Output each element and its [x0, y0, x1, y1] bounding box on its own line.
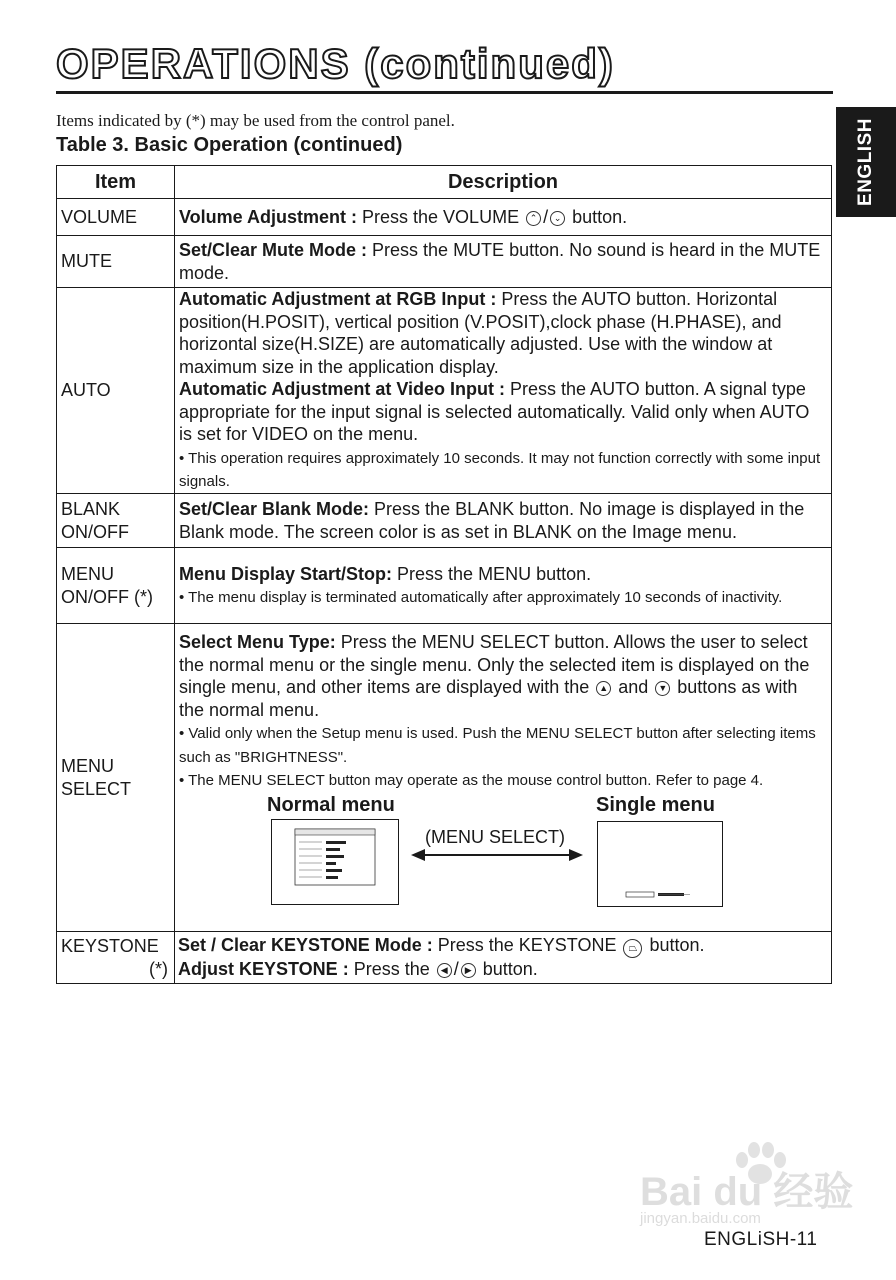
menu-select-label: Select Menu Type: — [179, 632, 336, 653]
table-row-blank — [57, 494, 832, 548]
table-title: Table 3. Basic Operation (continued) — [56, 134, 403, 156]
language-tab-label: ENGLISH — [855, 118, 876, 206]
header-item: Item — [57, 166, 175, 199]
table-row-menu-onoff — [57, 548, 832, 624]
item-keystone-line2: (*) — [149, 958, 168, 979]
title-rule — [56, 91, 833, 94]
volume-up-icon: ⌃ — [526, 211, 541, 226]
table-row-auto — [57, 288, 832, 494]
mute-text: Press the MUTE button. No sound is heard in the MUTE mode. — [179, 240, 821, 283]
normal-menu-label: Normal menu — [267, 793, 395, 816]
desc-mute — [175, 236, 832, 288]
single-menu-screen — [597, 821, 723, 907]
auto-video-label: Automatic Adjustment at Video Input : — [179, 379, 506, 400]
item-keystone — [57, 932, 175, 984]
single-menu-thumbnail — [598, 822, 722, 906]
desc-blank — [175, 494, 832, 548]
item-auto: AUTO — [57, 288, 175, 494]
item-menu-select-line1: MENU — [61, 756, 114, 776]
keystone-button-icon: ⏢ — [623, 939, 642, 958]
menu-select-figure — [179, 794, 827, 924]
item-keystone-line1: KEYSTONE — [61, 936, 159, 956]
header-description: Description — [175, 166, 832, 199]
menu-select-note1: • Valid only when the Setup menu is used. Push the MENU SELECT button after selecting items such as "BRIGHTNESS". — [179, 725, 816, 766]
control-panel-note: Items indicated by (*) may be used from the control panel. — [56, 111, 455, 130]
basic-operation-table — [56, 165, 832, 984]
desc-volume — [175, 199, 832, 236]
page-title: OPERATIONS (continued) — [56, 40, 615, 87]
blank-label: Set/Clear Blank Mode: — [179, 499, 370, 519]
keystone-set-label: Set / Clear KEYSTONE Mode : — [178, 935, 433, 956]
volume-sep: / — [543, 206, 549, 227]
item-blank-line1: BLANK — [61, 499, 121, 519]
normal-menu-thumbnail — [272, 820, 398, 904]
item-mute: MUTE — [57, 236, 175, 288]
menu-select-text-a: Press the MENU SELECT button. Allows the user to select the normal menu or the single menu. Only the selected item is displayed on the single menu, and other items are displayed with the — [179, 632, 810, 698]
up-button-icon: ▲ — [596, 681, 611, 696]
volume-down-icon: ⌄ — [550, 211, 565, 226]
table-row-volume — [57, 199, 832, 236]
item-volume: VOLUME — [57, 199, 175, 236]
auto-video-text: Press the AUTO button. A signal type appropriate for the input signal is selected automatically. Valid only when AUTO is set for VIDEO on the menu. — [179, 379, 810, 445]
item-menu-onoff-line2: ON/OFF (*) — [61, 586, 153, 607]
desc-auto — [175, 288, 832, 494]
down-button-icon: ▼ — [655, 681, 670, 696]
mute-label: Set/Clear Mute Mode : — [179, 240, 368, 260]
right-button-icon: ▶ — [461, 963, 476, 978]
keystone-adjust-text-a: Press the — [348, 959, 435, 980]
volume-text-b: button. — [567, 206, 628, 227]
auto-note: • This operation requires approximately 10 seconds. It may not function correctly with some input signals. — [179, 449, 821, 491]
table-row-menu-select — [57, 624, 832, 932]
single-menu-label: Single menu — [596, 793, 715, 816]
menu-onoff-text: Press the MENU button. — [392, 563, 592, 584]
keystone-adjust-text-b: button. — [477, 959, 538, 980]
item-blank-line2: ON/OFF — [61, 521, 129, 542]
table-header-row — [57, 166, 832, 199]
keystone-set-text: Press the KEYSTONE — [432, 935, 622, 956]
watermark-url: jingyan.baidu.com — [640, 1210, 761, 1227]
baidu-watermark — [640, 1140, 854, 1230]
menu-select-text-c: buttons as with the normal menu. — [179, 677, 798, 720]
desc-menu-onoff — [175, 548, 832, 624]
item-menu-onoff — [57, 548, 175, 624]
language-tab — [836, 107, 896, 217]
keystone-adjust-label: Adjust KEYSTONE : — [178, 959, 349, 980]
menu-select-text-b: and — [613, 677, 654, 698]
item-menu-select-line2: SELECT — [61, 778, 132, 799]
normal-menu-screen — [271, 819, 399, 905]
table-row-keystone — [57, 932, 832, 984]
desc-keystone — [175, 932, 832, 984]
desc-menu-select — [175, 624, 832, 932]
blank-text: Press the BLANK button. No image is displayed in the Blank mode. The screen color is as set in BLANK on the Image menu. — [179, 499, 805, 542]
auto-rgb-text: Press the AUTO button. Horizontal position(H.POSIT), vertical position (V.POSIT),clock phase (H.PHASE), and horizontal size(H.SIZE) are automatically adjusted. Use with the window at maximum size in the application display. — [179, 289, 782, 377]
menu-onoff-label: Menu Display Start/Stop: — [179, 563, 393, 584]
volume-text-a: Press the VOLUME — [357, 206, 525, 227]
menu-select-caption: (MENU SELECT) — [425, 826, 566, 847]
item-menu-onoff-line1: MENU — [61, 564, 114, 584]
left-button-icon: ◀ — [437, 963, 452, 978]
item-menu-select — [57, 624, 175, 932]
watermark-brand: Bai du 经验 — [640, 1170, 854, 1214]
keystone-sep: / — [453, 959, 459, 980]
table-row-mute — [57, 236, 832, 288]
menu-onoff-note: • The menu display is terminated automatically after approximately 10 seconds of inactivity. — [179, 589, 783, 606]
auto-rgb-label: Automatic Adjustment at RGB Input : — [179, 289, 497, 310]
menu-select-arrow — [411, 847, 583, 863]
volume-label: Volume Adjustment : — [179, 206, 358, 227]
keystone-set-text-b: button. — [644, 935, 705, 956]
item-blank — [57, 494, 175, 548]
page-number: ENGLiSH-11 — [704, 1229, 818, 1250]
menu-select-note2: • The MENU SELECT button may operate as the mouse control button. Refer to page 4. — [179, 772, 764, 790]
